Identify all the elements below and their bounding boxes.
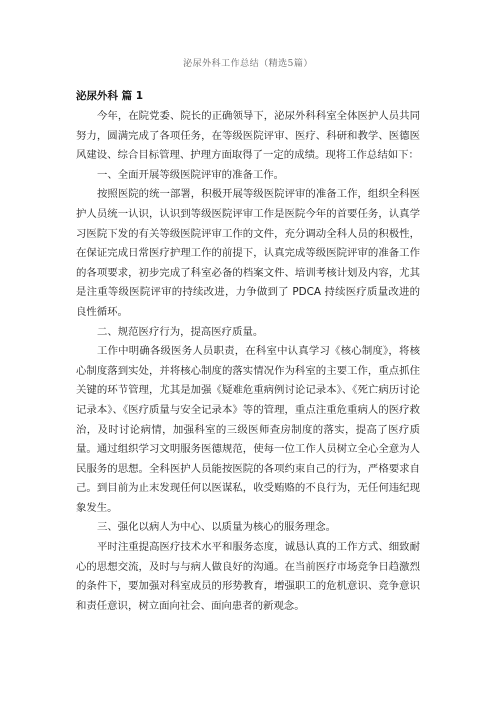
paragraph-3: 平时注重提高医疗技术水平和服务态度，诚恳认真的工作方式、细致耐心的思想交流，及时与与病人做良好的沟通。在当前医疗市场竞争日趋激烈的条件下，要加强对科室成员的形势教育，增强职工的危机意识、竞争意识和责任意识，树立面向社会、面向患者的新观念。 (76, 541, 420, 612)
paragraph-heading-2: 二、规范医疗行为，提高医疗质量。 (97, 325, 264, 338)
paragraph-1: 按照医院的统一部署，积极开展等级医院评审的准备工作，组织全科医护人员统一认识，认识到等级医院评审工作是医院今年的首要任务，认真学习医院下发的有关等级医院评审工作的文件，充分调动全科人员的积极性，在保证完成日常医疗护理工作的前提下，认真完成等级医院评审的准备工作的各项要求，初步完成了科室必备的档案文件、培训考核计划及内容，尤其是注重等级医院评审的持续改进，力争做到了 PDCA 持续医疗质量改进的良性循环。 (76, 188, 420, 318)
paragraph-heading-3: 三、强化以病人为中心、以质量为核心的服务理念。 (97, 521, 336, 534)
document-body (76, 107, 420, 616)
paragraph-2: 工作中明确各级医务人员职责，在科室中认真学习《核心制度》，将核心制度落到实处，并将核心制度的落实情况作为科室的主要工作，重点抓住关键的环节管理，尤其是加强《疑难危重病例讨论记录本》、《死亡病历讨论记录本》、《医疗质量与安全记录本》等的管理，重点注重危重病人的医疗救治，及时讨论病情，加强科室的三级医师查房制度的落实，提高了医疗质量。通过组织学习文明服务医德规范，使每一位工作人员树立全心全意为人民服务的思想。全科医护人员能按医院的各项约束自己的行为，严格要求自己。到目前为止末发现任何以医谋私，收受贿赂的不良行为，无任何违纪现象发生。 (76, 345, 420, 514)
section-heading: 泌尿外科 篇 1 (76, 90, 144, 102)
document-title: 泌尿外科工作总结（精选5篇） (183, 59, 313, 69)
paragraph-intro: 今年，在院党委、院长的正确领导下，泌尿外科科室全体医护人员共同努力，圆满完成了各项任务，在等级医院评审、医疗、科研和教学、医德医风建设、综合目标管理、护理方面取得了一定的成绩。现将工作总结如下： (76, 110, 420, 162)
paragraph-heading-1: 一、全面开展等级医院评审的准备工作。 (97, 168, 285, 181)
